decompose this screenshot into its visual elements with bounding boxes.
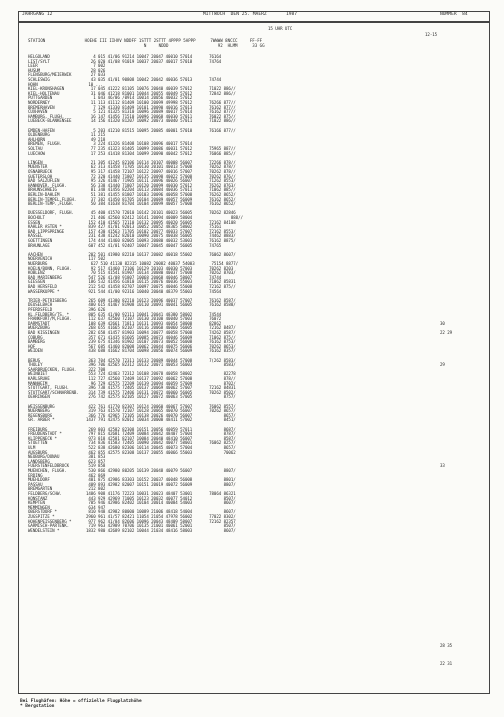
table-row: ULM 522 838 42680 82306 10114 20045 40073 57004 8657/	[28, 445, 236, 450]
table-row: LANDSBERG 623 857	[28, 458, 106, 464]
table-row: HANNOVER, FLUGH. 56 338 41440 71807 10120 20099 40030 57012 76262 8763/	[28, 182, 236, 188]
table-row: BERLIN-TEMP.,FLUGH. 50 384 41638 81704 10104 20099 40057 57008 76162 8652/	[28, 201, 236, 207]
table-row: PFERDSFELD 396 626	[28, 307, 106, 312]
table-row: STOETTEN 734 836 41583 72405 10090 20042 40077 58001 76062 8257/	[28, 440, 236, 446]
table-row: FREIBURG 269 803 42582 82308 10151 20056 40059 57011 8687/	[28, 426, 236, 432]
table-row: KARLSRUHE 112 727 42560 72409 10137 20092 40062 57008 878//	[28, 376, 236, 381]
time-label: 15 UHR UTC	[268, 26, 293, 31]
table-row: THOLEY 396 706 42565 82312 10132 20071 40053 56003 8583/	[28, 362, 236, 368]
table-row: BRAUNLAGE 607 452 41/01 92407 10047 20045 40047 56005 74765	[28, 242, 222, 248]
column-heads-line1: STATION HOEHE III IIHVV NDDFF 1STTT 2STTT 4PPPP 5APPP 7WWWW 8NCCC FF-FF	[28, 38, 263, 43]
table-row: HOF 567 685 41460 82008 10062 20044 40075 56006 70262 8653/	[28, 343, 236, 349]
table-row: BOCHOLT 21 406 42560 82412 10141 20094 40009 58004 888//	[28, 215, 243, 220]
table-row: KAHLER ASTEN * 839 427 41/01 92013 10052 20052 48365 58002 75161	[28, 224, 222, 230]
table-row: KONSTANZ 443 929 42969 71005 10123 20032 40077 54012 8507/	[28, 495, 236, 501]
table-row: GIESSEN 186 532 41456 61810 10115 20076 40036 55003 71062 85831	[28, 279, 236, 285]
extra-column-head: 12-15	[425, 32, 438, 37]
table-row: WASSERKUPPE * 921 544 41/00 92316 10040 20040 48379 55003 74564	[28, 288, 222, 294]
table-row: BREMERHAVEN 7 129 41330 81409 10101 20090 40016 57013 76162 877//	[28, 104, 236, 110]
table-row: FLENSBURG/MEIERWIK 27 033	[28, 72, 106, 78]
extra-value: 29	[440, 362, 445, 368]
extra-value: 30	[440, 320, 445, 326]
table-row: ERDING 462 869	[28, 472, 106, 478]
table-row: KOBLENZ 70 515 41541 81907 10134 20080 40037 57008 70262 8703/	[28, 270, 236, 276]
table-row: BREMGARTEN 212 802	[28, 486, 106, 492]
table-row: KEMPTEN 705 946 42986 82402 10104 20014 40084 54003 8607/	[28, 500, 236, 506]
table-row: LIST/SYLT 26 020 41/08 91019 10037 20037 40017 57018 74764	[28, 58, 222, 64]
table-row: STUTTGART, FLUGH. 396 738 41575 72405 10137 20069 40062 57007 72162 84831	[28, 385, 236, 391]
table-row: CUXHAVEN 5 121 41325 81310 10096 20089 40017 57014 76162 877//	[28, 109, 236, 115]
table-row: SOLTAU 77 235 41323 81405 10099 20086 40031 57012 75965 887//	[28, 146, 236, 151]
table-row: TRIER-PETRISBERG 265 609 41380 82210 10123 20096 40037 57007 76162 8587/	[28, 297, 236, 303]
table-row: NORDERNEY 11 113 41112 81409 10100 20099 49998 57012 76266 877//	[28, 100, 236, 105]
table-row: NOERVENICH 117 502	[28, 256, 106, 262]
table-row: PUTTGARDEN 1 043 46/06 /0914 10014 20056 40032 57012	[28, 95, 193, 101]
table-row: AUGSBURG 462 855 42575 82308 10137 20055 40066 55003 70062	[28, 449, 236, 455]
table-row: FRANKFURT/M,FLUGH. 112 637 42560 72107 10130 20100 40040 57003 76072	[28, 316, 222, 322]
table-row: KIEL-KRONSHAGEN 17 045 41222 81105 10076 20040 40039 57012 71022 886//	[28, 86, 236, 92]
table-row: DUESSELDORF, FLUGH. 45 400 41570 72010 10142 20101 40023 56005 70262 82846	[28, 210, 236, 216]
table-row: HAMBURG, FLUGH. 16 147 41456 71510 10096 20068 40030 57011 76022 875//	[28, 113, 236, 119]
table-row: BAD LIPPSPRINGE 157 430 41563 71705 10102 20077 40033 57007 72162 8553/	[28, 228, 236, 234]
table-row: BERLIN-TEMPEL.FLUGH. 37 382 41450 81705 10104 20089 40057 56009 76162 8652/	[28, 196, 236, 202]
table-row: REGENSBURG 366 776 42965 72105 10138 20026 40070 56007 8657/	[28, 412, 236, 418]
table-row: HOHN 10 ...	[28, 81, 103, 87]
table-row: WENDELSTEIN * 1832 980 42689 82102 10044 21034 48416 58003 8607/	[28, 527, 236, 533]
table-row: ESSEN 152 410 41565 72110 10132 20095 40020 56005 72162 84108	[28, 219, 236, 225]
table-row: OEHRINGEN 276 742 42575 82105 10127 20072 40063 57005 8757/	[28, 394, 236, 400]
extra-value: 22 31	[440, 661, 453, 667]
table-row: BAD SALZUFLEN 95 326 41467 71905 10111 20096 40026 56007 71262 8553/	[28, 178, 236, 184]
footer-note-airports: Bei Flughäfen: Höhe = offizielle Flugplatzhöhe	[20, 699, 142, 704]
table-row: MUEHLDORF 401 875 42986 83303 10152 20037 40048 56008 8801/	[28, 477, 236, 483]
table-row: BAD HERSFELD 212 542 41458 82707 10097 20075 40046 55008 72162 875//	[28, 284, 236, 289]
table-row: NUERBURG 627 510 41130 82315 10082 20082 40037 54003 75154 8877/	[28, 261, 239, 266]
table-row: WEINBIET 553 724 42463 72312 10108 20078 40058 58002 82278	[28, 371, 236, 377]
table-row: EMDEN-HAFEN 5 203 41210 81515 10095 20085 40001 57010 76166 877//	[28, 127, 236, 133]
header-volume: JAHRGANG 12	[22, 12, 53, 17]
table-row: GR. ARBER * 1437 791 42475 82012 10034 20000 48411 57002 8451/	[28, 417, 236, 423]
footer-note-mountain: * Bergstation	[20, 704, 55, 709]
table-row: BERUS 363 704 42570 72311 10133 20089 40044 57008 7(262 8583/	[28, 357, 236, 363]
table-row: WEIDEN 438 688 41662 81704 10098 20056 40074 56009 76162 8357/	[28, 348, 236, 354]
table-row: LUEBECK-BLANKENSEE 14 156 41320 81207 10092 20073 40040 57011 71022 886//	[28, 118, 236, 124]
table-row: COBURG 357 671 41435 81605 10085 20073 40046 56009 71062 875//	[28, 334, 236, 340]
table-row: DEUSELBACH 480 615 41467 81908 10110 20091 40041 56005 76162 8588/	[28, 302, 236, 308]
table-row: AHLHORN 49 218	[28, 136, 106, 142]
table-row: HELGOLAND 4 015 41/06 91214 10047 20047 40010 57014 76164	[28, 54, 222, 59]
table-row: KASSEL 231 438 41242 82010 10090 20075 40038 56005 74462 8883/	[28, 233, 236, 239]
table-row: BRAUNSCHWEIG 81 348 41456 82204 10113 20084 40036 57011 71062 885//	[28, 187, 236, 193]
table-row: OLDENBURG 11 215	[28, 132, 106, 138]
table-row: NUERNBERG 319 763 41570 72107 10128 20065 40070 56007 70262 8657/	[28, 408, 236, 414]
table-row: KLIPPENECK * 973 818 42581 82107 10084 20040 48410 56007 8587/	[28, 435, 236, 441]
table-row: AACHEN 202 501 41980 82210 10137 20082 40018 55002 76062 8607/	[28, 251, 236, 257]
table-row: GOETTINGEN 174 444 41460 82005 10093 20080 40032 53003 76162 8875/	[28, 238, 236, 243]
table-row: SAARBRUECKEN, FLUGH. 322 708	[28, 366, 106, 372]
table-row: OBERSTDORF * 810 948 42982 80000 10089 21006 48418 54004 8607/	[28, 509, 236, 515]
table-row: ZUGSPITZE * 2960 961 41/57 82421 11054 21054 47978 56002 77022 8302/	[28, 514, 236, 519]
table-row: FELDBERG/SCHW. 1486 908 41176 72223 10031 20023 48407 53001 78064 86321	[28, 491, 236, 496]
table-row: OSNABRUECK 95 317 41458 72107 10122 20097 40016 57007 70262 878//	[28, 169, 236, 174]
table-row: FREUDENSTADT * 797 815 42681 72409 10084 20042 48407 57004 8787/	[28, 431, 236, 437]
extra-value: 28 35	[440, 642, 453, 648]
table-row: LUECHOW 17 253 41418 81304 10099 20090 40042 57012 76066 885//	[28, 150, 236, 156]
table-row: MUENCHEN, FLUGH. 530 866 42980 80205 10139 20048 40079 56007 8807/	[28, 468, 236, 473]
table-row: WEISSENBURG 422 761 41770 82307 10124 20060 40067 57007 76062 8557/	[28, 403, 236, 409]
table-row: BAMBERG 239 675 41346 81902 10107 20073 40052 56008 76162 8753/	[28, 339, 236, 345]
table-row: STUTTGART/SCHNARRENB. 314 739 41575 72406 10131 20072 40060 56005 70262 8502/	[28, 389, 236, 395]
table-row: SCHLESWIG 43 035 41/01 90808 10042 20042 40036 57013 74744	[28, 77, 222, 82]
table-row: MUENSTER 62 313 41458 71705 10130 20101 40013 57008 70262 878//	[28, 164, 236, 170]
table-row: MEMMINGEN 634 947	[28, 504, 106, 510]
column-heads-line2: N NDDD 92 HLMM 33 GG	[28, 43, 265, 48]
header-date: MITTWOCH DEN 25. MAERZ 1987	[203, 12, 298, 17]
table-row: KOELN/BONN, FLUGH. 92 517 41460 72106 10129 20103 40030 57003 70262 8203	[28, 265, 234, 271]
table-row: GUETERSLOH 72 320 41440 71807 10135 20098 40022 57008 70262 876//	[28, 173, 236, 179]
extra-value: 22 29	[440, 330, 453, 335]
table-row: PASSAU 409 893 42982 82007 10151 20019 40072 56009 8807/	[28, 481, 236, 487]
table-row: FUERSTENFELDBRUCK 519 858	[28, 463, 106, 469]
table-row: LEER 7 002	[28, 63, 106, 69]
extra-value: 33	[440, 463, 445, 469]
table-row: HUSUM 28 026	[28, 67, 106, 73]
table-row: KL.FELDBERG/TS. * 805 635 41/00 92111 10041 20041 48380 58002 74544	[28, 311, 222, 317]
table-row: MANNHEIM 96 729 42575 72209 10139 20094 40059 57009 8702/	[28, 380, 236, 386]
table-row: LINGEN 21 305 41245 82106 10114 20107 40008 56007 72266 878//	[28, 159, 236, 165]
table-row: BREMEN, FLUGH. 3 224 41326 81408 10108 20096 40017 57014	[28, 141, 193, 147]
table-row: HOHENPEISSENBERG * 977 962 41/84 82606 10096 20043 48409 58007 72162 82357	[28, 518, 236, 524]
table-row: WUERZBURG 268 655 41665 82107 10116 20068 40060 56005 72162 8487/	[28, 325, 236, 331]
table-row: DARMSTADT 108 639 42661 71811 10131 20093 40054 58008 82862	[28, 320, 222, 326]
table-row: KIEL-HOLTENAU 31 046 41218 81001 10044 20055 40049 57012 72842 886//	[28, 90, 236, 96]
header-number: NUMMER 84	[440, 12, 468, 17]
table-row: BERLIN-DAHLEM 51 381 41455 81807 10103 20096 40058 57008 76262 8652/	[28, 192, 236, 197]
table-row: BAD MARIENBERG 547 526 41/08 91807 10068 20068 40046 58007 74744	[28, 274, 222, 280]
table-row: NEUBURG/DONAU 381 853	[28, 454, 106, 460]
table-row: BAD KISSINGEN 282 658 41457 81903 10094 20077 40058 57008 74262 8587/	[28, 330, 236, 335]
table-row: GARMISCH-PARTENK. 719 963 42989 70706 10135 21001 40061 52001 8507/	[28, 523, 236, 529]
